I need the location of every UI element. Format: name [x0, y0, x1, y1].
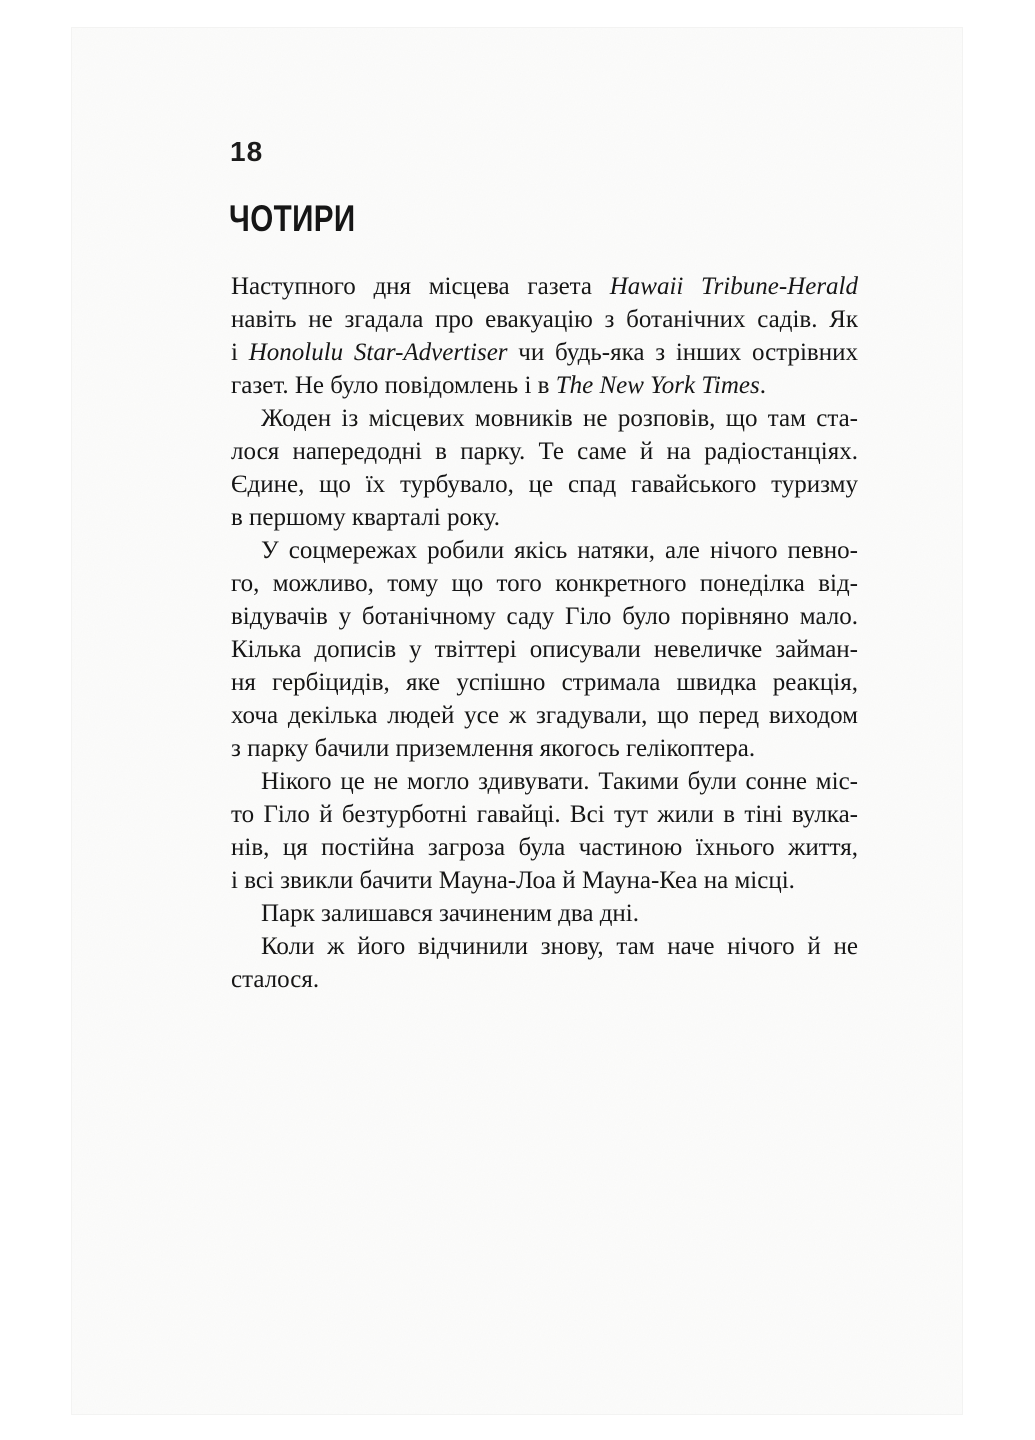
text-line: хоча декілька людей усе ж згадували, що перед виходом	[231, 702, 858, 729]
text-line: нів, ця постійна загроза була частиною їхнього життя,	[231, 834, 858, 861]
paragraph	[231, 270, 858, 402]
text-line: газет. Не було повідомлень і в The New York Times.	[231, 372, 766, 399]
newspaper-title-italic: Honolulu Star-Advertiser	[248, 339, 508, 366]
body-text	[231, 270, 858, 996]
text-line: і Honolulu Star-Advertiser чи будь-яка з інших острівних	[231, 339, 858, 366]
text-line: У соцмережах робили якісь натяки, але нічого певно-	[261, 537, 858, 564]
text-line: сталося.	[231, 966, 320, 993]
paragraph	[231, 930, 858, 996]
text-line: і всі звикли бачити Мауна-Лоа й Мауна-Кеа на місці.	[231, 867, 795, 894]
text-line: Нікого це не могло здивувати. Такими були сонне міс-	[261, 768, 858, 795]
text-line: го, можливо, тому що того конкретного понеділка від-	[231, 570, 858, 597]
book-page	[72, 28, 962, 1414]
text-line: в першому кварталі року.	[231, 504, 501, 531]
paragraph	[231, 765, 858, 897]
text-line: Жоден із місцевих мовників не розповів, що там ста-	[261, 405, 858, 432]
text-line: Коли ж його відчинили знову, там наче нічого й не	[261, 933, 858, 960]
text-line: відувачів у ботанічному саду Гіло було порівняно мало.	[231, 603, 858, 630]
newspaper-title-italic: Hawaii Tribune-Herald	[609, 273, 858, 300]
chapter-heading-text: ЧОТИРИ	[229, 198, 356, 239]
text-line: навіть не згадала про евакуацію з ботанічних садів. Як	[231, 306, 858, 333]
text-line: Парк залишався зачиненим два дні.	[261, 900, 640, 927]
paragraph	[231, 897, 858, 930]
text-line: то Гіло й безтурботні гавайці. Всі тут жили в тіні вулка-	[231, 801, 858, 828]
newspaper-title-italic: The New York Times	[555, 372, 760, 399]
text-line: Наступного дня місцева газета Hawaii Tribune-Herald	[231, 273, 858, 300]
text-line: лося напередодні в парку. Те саме й на радіостанціях.	[231, 438, 858, 465]
text-line: Кілька дописів у твіттері описували невеличке займан-	[231, 636, 858, 663]
paragraph	[231, 402, 858, 534]
page-number: 18	[230, 136, 264, 167]
paragraph	[231, 534, 858, 765]
text-line: з парку бачили приземлення якогось гелікоптера.	[231, 735, 756, 762]
chapter-heading	[229, 200, 387, 237]
text-line: Єдине, що їх турбувало, це спад гавайського туризму	[231, 471, 858, 498]
text-line: ня гербіцидів, яке успішно стримала швидка реакція,	[231, 669, 858, 696]
